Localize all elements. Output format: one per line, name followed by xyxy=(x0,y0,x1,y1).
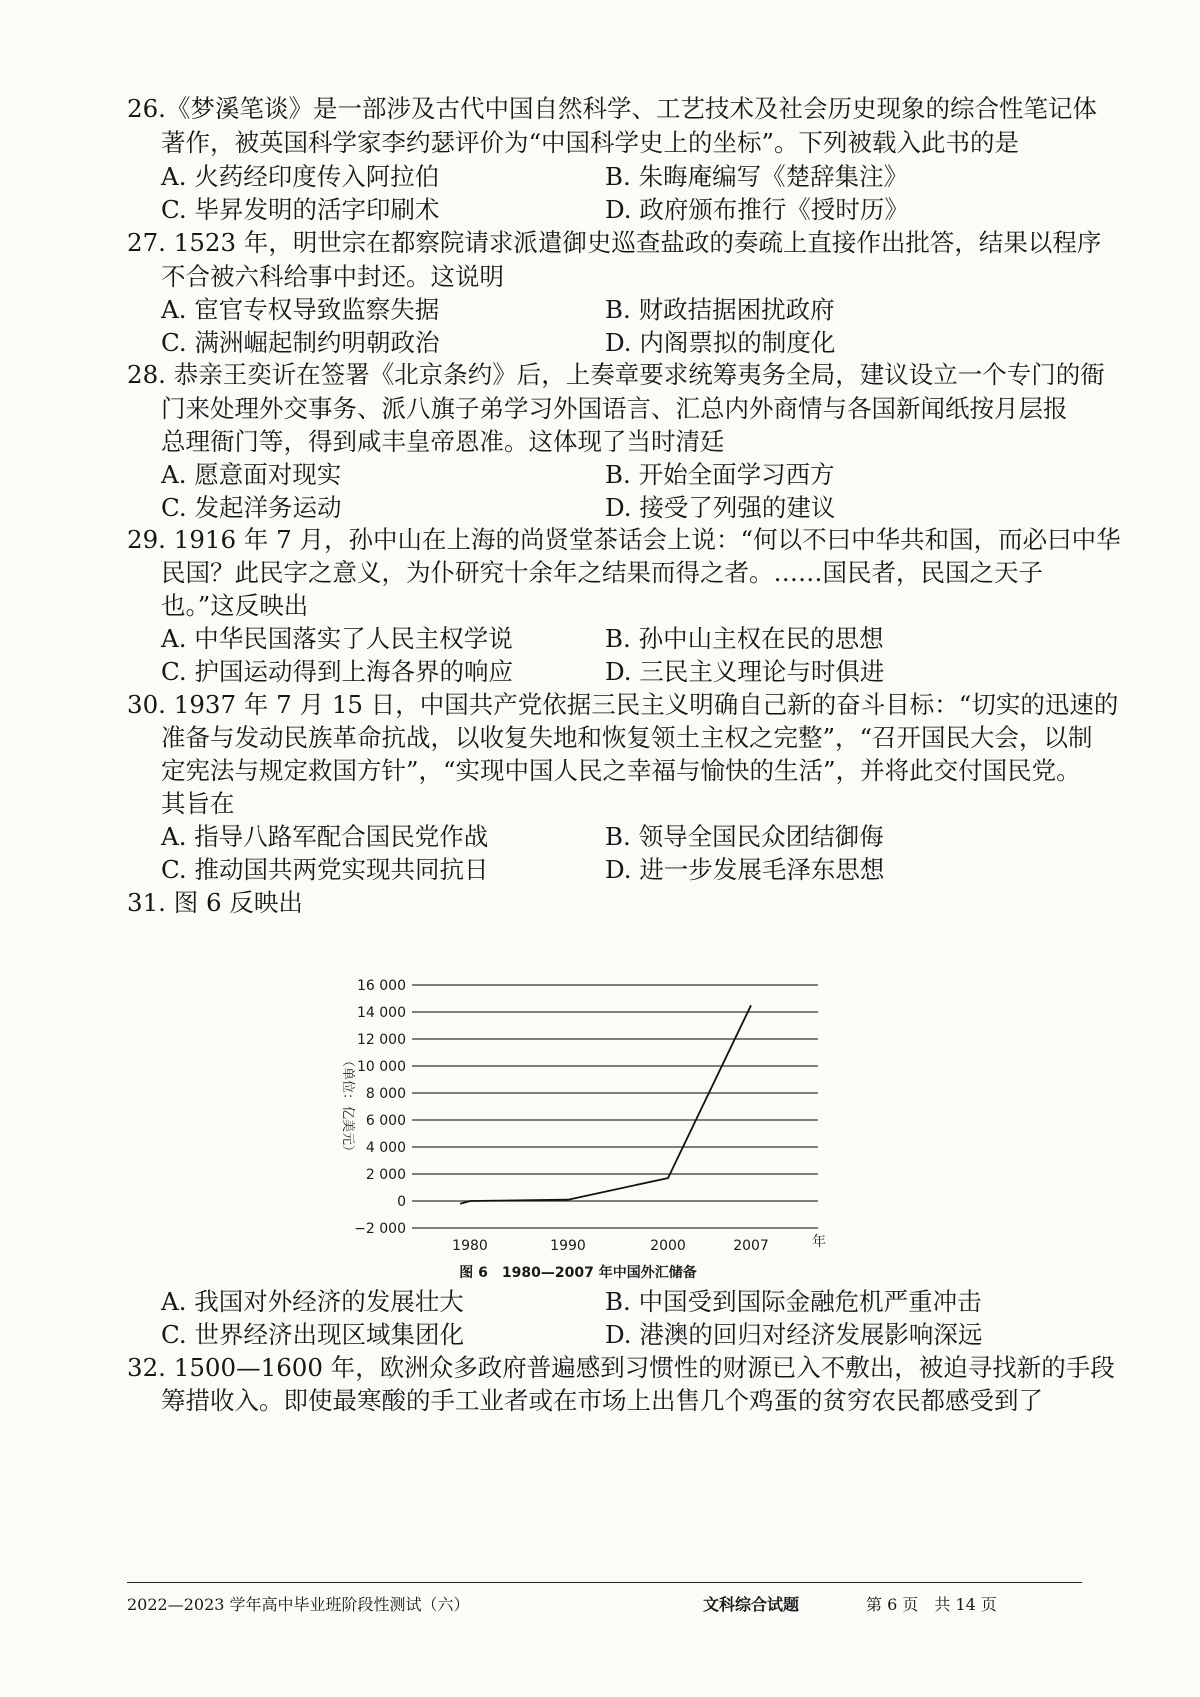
chart-caption: 图 6 1980—2007 年中国外汇储备 xyxy=(459,1265,697,1281)
q30-stem-line-1: 30. 1937 年 7 月 15 日，中国共产党依据三民主义明确自己新的奋斗目标：“切实的迅速的 xyxy=(127,690,1119,719)
q27-stem-line-2: 不合被六科给事中封还。这说明 xyxy=(161,262,504,291)
q30-option-a: A. 指导八路军配合国民党作战 xyxy=(161,822,489,851)
q26-option-a: A. 火药经印度传入阿拉伯 xyxy=(161,162,440,191)
chart-y-tick-label: 14 000 xyxy=(357,1005,406,1021)
q29-option-b: B. 孙中山主权在民的思想 xyxy=(605,624,884,653)
footer-subject-text: 文科综合试题 xyxy=(703,1595,800,1614)
chart-x-tick-label: 2000 xyxy=(650,1238,686,1254)
chart-x-tick-label: 1990 xyxy=(550,1238,586,1254)
q26-option-b: B. 朱晦庵编写《楚辞集注》 xyxy=(605,162,909,191)
q28-option-d: D. 接受了列强的建议 xyxy=(605,493,836,522)
chart-y-tick-label: 6 000 xyxy=(365,1113,406,1129)
q28-option-c: C. 发起洋务运动 xyxy=(161,493,342,522)
q28-stem-line-1: 28. 恭亲王奕䜣在签署《北京条约》后，上奏章要求统筹夷务全局，建议设立一个专门的衙 xyxy=(127,360,1105,389)
q29-stem-line-2: 民国？此民字之意义，为仆研究十余年之结果而得之者。……国民者，民国之天子 xyxy=(161,558,1043,587)
q29-stem-line-1: 29. 1916 年 7 月，孙中山在上海的尚贤堂茶话会上说：“何以不曰中华共和国，而必曰中华 xyxy=(127,525,1121,554)
chart-y-tick-label: −2 000 xyxy=(354,1221,406,1237)
q31-stem-line-1: 31. 图 6 反映出 xyxy=(127,888,303,917)
q30-stem-line-3: 定宪法与规定救国方针”，“实现中国人民之幸福与愉快的生活”，并将此交付国民党。 xyxy=(161,756,1081,785)
q27-stem-line-1: 27. 1523 年，明世宗在都察院请求派遣御史巡查盐政的奏疏上直接作出批答，结果以程序 xyxy=(127,228,1102,257)
chart-x-tick-label: 1980 xyxy=(452,1238,488,1254)
q30-option-d: D. 进一步发展毛泽东思想 xyxy=(605,855,885,884)
q27-option-d: D. 内阁票拟的制度化 xyxy=(605,328,836,357)
q28-stem-line-2: 门来处理外交事务、派八旗子弟学习外国语言、汇总内外商情与各国新闻纸按月层报 xyxy=(161,394,1068,423)
q28-option-a: A. 愿意面对现实 xyxy=(161,460,342,489)
chart-y-tick-label: 4 000 xyxy=(365,1140,406,1156)
q31-option-a: A. 我国对外经济的发展壮大 xyxy=(161,1287,464,1316)
chart-y-tick-label: 2 000 xyxy=(365,1167,406,1183)
q31-option-d: D. 港澳的回归对经济发展影响深远 xyxy=(605,1320,983,1349)
q26-option-c: C. 毕昇发明的活字印刷术 xyxy=(161,195,440,224)
q27-option-a: A. 宦官专权导致监察失据 xyxy=(161,295,440,324)
forex-reserve-chart xyxy=(330,968,850,1290)
chart-y-tick-label: 12 000 xyxy=(357,1032,406,1048)
chart-x-axis-label: 年 xyxy=(812,1234,826,1250)
footer-divider xyxy=(127,1582,1082,1583)
q28-stem-line-3: 总理衙门等，得到咸丰皇帝恩准。这体现了当时清廷 xyxy=(161,427,725,456)
q30-option-c: C. 推动国共两党实现共同抗日 xyxy=(161,855,489,884)
q32-stem-line-2: 筹措收入。即使最寒酸的手工业者或在市场上出售几个鸡蛋的贫穷农民都感受到了 xyxy=(161,1386,1043,1415)
q29-option-a: A. 中华民国落实了人民主权学说 xyxy=(161,624,513,653)
q31-option-b: B. 中国受到国际金融危机严重冲击 xyxy=(605,1287,982,1316)
q29-stem-line-3: 也。”这反映出 xyxy=(161,591,309,620)
q26-stem-line-1: 26.《梦溪笔谈》是一部涉及古代中国自然科学、工艺技术及社会历史现象的综合性笔记体 xyxy=(127,94,1097,123)
chart-y-ticks xyxy=(354,978,406,1237)
footer-page-number: 第 6 页 共 14 页 xyxy=(866,1595,997,1614)
chart-x-ticks xyxy=(452,1238,769,1254)
q27-option-c: C. 满洲崛起制约明朝政治 xyxy=(161,328,440,357)
q29-option-d: D. 三民主义理论与时俱进 xyxy=(605,657,885,686)
q30-stem-line-4: 其旨在 xyxy=(161,789,235,818)
q30-stem-line-2: 准备与发动民族革命抗战，以收复失地和恢复领土主权之完整”，“召开国民大会，以制 xyxy=(161,723,1093,752)
chart-y-tick-label: 0 xyxy=(397,1194,406,1210)
q31-option-c: C. 世界经济出现区域集团化 xyxy=(161,1320,464,1349)
q32-stem-line-1: 32. 1500—1600 年，欧洲众多政府普遍感到习惯性的财源已入不敷出，被迫寻找新的手段 xyxy=(127,1353,1115,1382)
chart-y-axis-label: （单位：亿美元） xyxy=(340,1053,355,1159)
chart-x-tick-label: 2007 xyxy=(733,1238,769,1254)
q27-option-b: B. 财政拮据困扰政府 xyxy=(605,295,835,324)
chart-y-tick-label: 16 000 xyxy=(357,978,406,994)
q26-stem-line-2: 著作，被英国科学家李约瑟评价为“中国科学史上的坐标”。下列被载入此书的是 xyxy=(161,128,1020,157)
q26-option-d: D. 政府颁布推行《授时历》 xyxy=(605,195,909,224)
chart-y-tick-label: 8 000 xyxy=(365,1086,406,1102)
chart-y-tick-label: 10 000 xyxy=(357,1059,406,1075)
q29-option-c: C. 护国运动得到上海各界的响应 xyxy=(161,657,513,686)
footer-subject xyxy=(703,1594,799,1616)
chart-grid xyxy=(412,985,818,1228)
footer-exam-title: 2022—2023 学年高中毕业班阶段性测试（六） xyxy=(127,1595,470,1614)
q30-option-b: B. 领导全国民众团结御侮 xyxy=(605,822,884,851)
q28-option-b: B. 开始全面学习西方 xyxy=(605,460,835,489)
